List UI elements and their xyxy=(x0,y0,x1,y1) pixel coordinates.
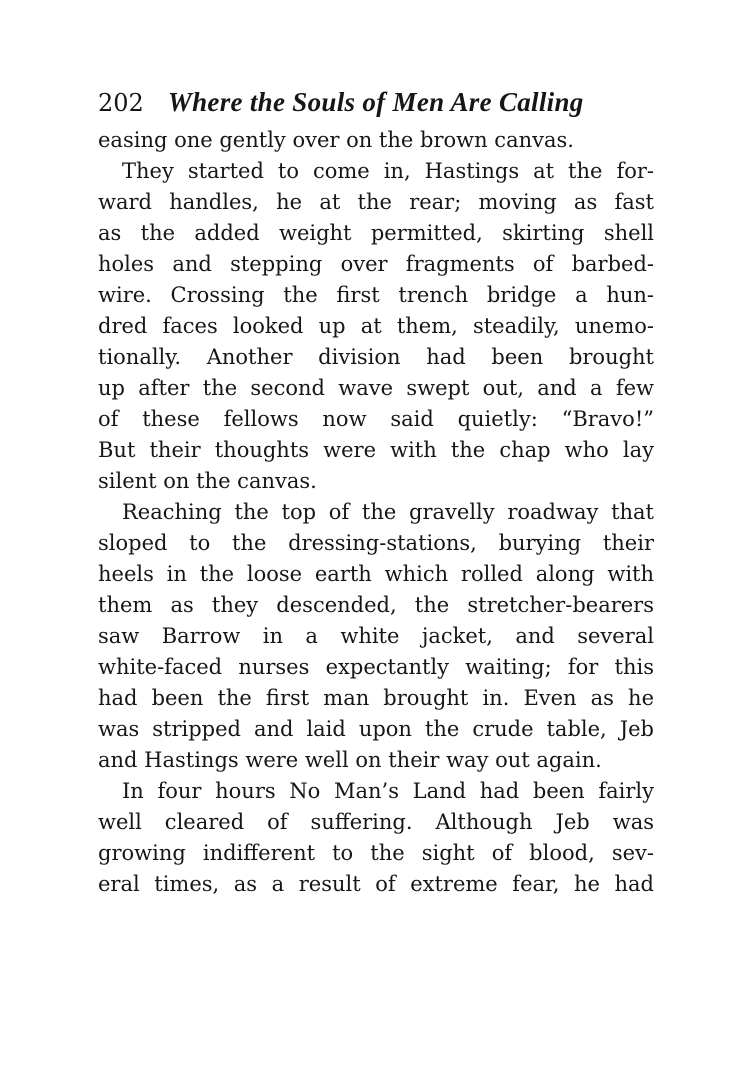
text-line: growing indifferent to the sight of blood, sev- xyxy=(98,841,654,865)
text-line: as the added weight permitted, skirting shell xyxy=(98,221,654,245)
text-line: heels in the loose earth which rolled along with xyxy=(98,562,654,586)
text-line: But their thoughts were with the chap who lay xyxy=(98,438,654,462)
text-line: holes and stepping over fragments of barbed- xyxy=(98,252,654,276)
text-line: ward handles, he at the rear; moving as fast xyxy=(98,190,654,214)
text-line: sloped to the dressing-stations, burying their xyxy=(98,531,654,555)
text-line: dred faces looked up at them, steadily, unemo- xyxy=(98,314,654,338)
running-head xyxy=(98,84,654,121)
text-line: up after the second wave swept out, and a few xyxy=(98,376,654,400)
text-line: eral times, as a result of extreme fear, he had xyxy=(98,872,654,896)
text-line: They started to come in, Hastings at the for- xyxy=(122,159,654,183)
text-line: white-faced nurses expectantly waiting; for this xyxy=(98,655,654,679)
text-line: and Hastings were well on their way out again. xyxy=(98,748,602,772)
text-line: well cleared of suffering. Although Jeb was xyxy=(98,810,654,834)
text-line: had been the first man brought in. Even as he xyxy=(98,686,654,710)
text-line: them as they descended, the stretcher-bearers xyxy=(98,593,654,617)
page-number: 202 xyxy=(98,89,144,117)
text-line: Reaching the top of the gravelly roadway that xyxy=(122,500,654,524)
body-text xyxy=(98,125,654,900)
text-line: wire. Crossing the first trench bridge a hun- xyxy=(98,283,654,307)
book-page xyxy=(98,84,654,900)
text-line: of these fellows now said quietly: “Bravo!” xyxy=(98,407,654,431)
text-line: In four hours No Man’s Land had been fairly xyxy=(122,779,654,803)
book-title: Where the Souls of Men Are Calling xyxy=(167,87,584,117)
text-line: was stripped and laid upon the crude table, Jeb xyxy=(98,717,654,741)
text-line: saw Barrow in a white jacket, and several xyxy=(98,624,654,648)
text-line: easing one gently over on the brown canvas. xyxy=(98,128,574,152)
text-line: silent on the canvas. xyxy=(98,469,317,493)
text-line: tionally. Another division had been brought xyxy=(98,345,654,369)
